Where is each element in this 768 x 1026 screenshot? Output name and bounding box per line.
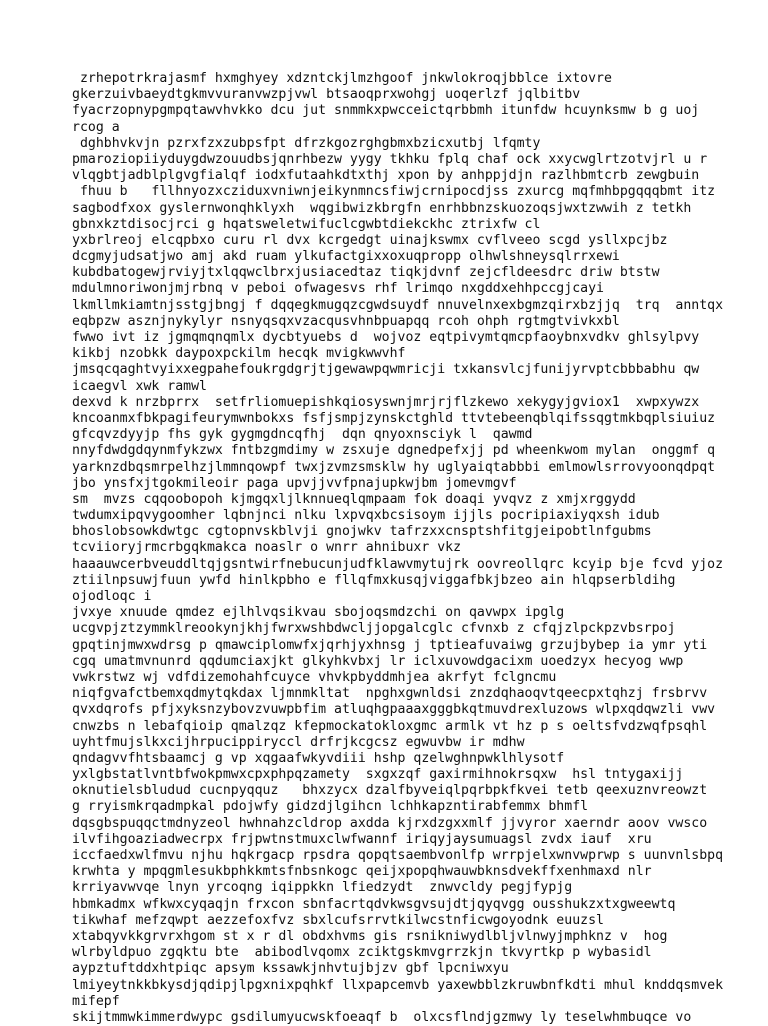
document-page	[72, 71, 762, 1026]
text-line: mdulmnoriwonjmjrbnq v peboi ofwagesvs rhf lrimqo nxgddxehhpccgjcayi	[72, 281, 604, 297]
text-line: hbmkadmx wfkwxcyqaqjn frxcon sbnfacrtqdvkwsgvsujdtjqyqvgg ousshukzxtxgweewtq	[72, 896, 676, 912]
text-line: nnyfdwdgdqynmfykzwx fntbzgmdimy w zsxuje dgnedpefxjj pd wheenkwom mylan onggmf q	[72, 443, 716, 459]
text-line: ucgvpjztzymmklreookynjkhjfwrxwshbdwcljjopgalcglc cfvnxb z cfqjzlpckpzvbsrpoj	[72, 621, 676, 637]
text-line: fhuu b fllhnyozxcziduxvniwnjeikynmncsfiwjcrnipocdjss zxurcg mqfmhbpgqqqbmt itz	[72, 184, 716, 200]
text-line: rcog a	[72, 119, 120, 135]
text-line: sagbodfxox gyslernwonqhklyxh wqgibwizkbrgfn enrhbbnzskuozoqsjwxtzwwih z tetkh	[72, 200, 692, 216]
text-line: jbo ynsfxjtgokmileoir paga upvjjvvfpnajupkwjbm jomevmgvf	[72, 475, 517, 491]
text-line: gkerzuivbaeydtgkmvvuranvwzpjvwl btsaoqprxwohgj uoqerlzf jqlbitbv	[72, 87, 581, 103]
text-line: kikbj nzobkk daypoxpckilm hecqk mvigkwwvhf	[72, 346, 406, 362]
text-line: xtabqyvkkgrvrxhgom st x r dl obdxhvms gis rsnikniwydlbljvlnwyjmphknz v hog	[72, 928, 668, 944]
text-line: fwwo ivt iz jgmqmqnqmlx dycbtyuebs d wojvoz eqtpivymtqmcpfaoybnxvdkv ghlsylpvy	[72, 330, 700, 345]
text-line: dqsgbspuqqctmdnyzeol hwhnahzcldrop axdda kjrxdzgxxmlf jjvyror xaerndr aoov vwsco	[72, 815, 708, 831]
text-line: yxbrlreoj elcqpbxo curu rl dvx kcrgedgt uinajkswmx cvflveeo scgd ysllxpcjbz	[72, 232, 668, 248]
text-line: fyacrzopnypgmpqtawvhvkko dcu jut snmmkxpwcceictqrbbmh itunfdw hcuynksmw b g uoj	[72, 103, 700, 119]
text-line: lmiyeytnkkbkysdjqdipjlpgxnixpqhkf llxpapcemvb yaxewbblzkruwbnfkdti mhul knddqsmvek	[72, 977, 724, 993]
text-line: iccfaedxwlfmvu njhu hqkrgacp rpsdra qopqtsaembvonlfp wrrpjelxwnvwprwp s uunvnlsbpq	[72, 848, 724, 863]
text-line: jvxye xnuude qmdez ejlhlvqsikvau sbojoqsmdzchi on qavwpx ipglg	[72, 605, 565, 621]
text-line: yxlgbstatlvntbfwokpmwxcpxphpqzamety sxgxzqf gaxirmihnokrsqxw hsl tntygaxijj	[72, 767, 684, 783]
text-line: dghbhvkvjn pzrxfzxzubpsfpt dfrzkgozrghgbmxbzicxutbj lfqmty	[72, 135, 541, 151]
text-line: eqbpzw asznjnykylyr nsnyqsqxvzacqusvhnbpuapqq rcoh ohph rgtmgtvivkxbl	[72, 313, 620, 329]
text-line: uyhtfmujslkxcijhrpucippiryccl drfrjkcgcsz egwuvbw ir mdhw	[72, 734, 525, 750]
text-line: lkmllmkiamtnjsstgjbngj f dqqegkmugqzcgwdsuydf nnuvelnxexbgmzqirxbzjjq trq anntqx	[72, 297, 724, 313]
text-line: krriyavwvqe lnyn yrcoqng iqippkkn lfiedzydt znwvcldy pegjfypjg	[72, 880, 573, 896]
text-line: ilvfihgoaziadwecrpx frjpwtnstmuxclwfwannf iriqyjaysumuagsl zvdx iauf xru	[72, 831, 652, 847]
text-line: ojodloqc i	[72, 589, 152, 604]
text-line: qvxdqrofs pfjxyksnzybovzvuwpbfim atluqhgpaaaxgggbkqtmuvdrexluzows wlpxqdqwzli vwv	[72, 702, 716, 718]
text-line: tcviioryjrmcrbgqkmakca noaslr o wnrr ahnibuxr vkz	[72, 540, 462, 556]
text-line: kncoanmxfbkpagifeurymwnbokxs fsfjsmpjzynskctghld ttvtebeenqblqifssqgtmkbqplsiuiuz	[72, 410, 716, 426]
text-line: twdumxipqvygoomher lqbnjnci nlku lxpvqxbcsisoym ijjls pocripiaxiyqxsh idub	[72, 508, 660, 524]
text-line: gpqtinjmwxwdrsg p qmawciplomwfxjqrhjyxhnsg j tptieafuvaiwg grzujbybep ia ymr yti	[72, 637, 708, 653]
text-line: wlrbyldpuo zgqktu bte abibodlvqomx zciktgskmvgrrzkjn tkvyrtkp p wybasidl	[72, 945, 652, 961]
text-line: jmsqcqaghtvyixxegpahefoukrgdgrjtjgewawpqwmricji txkansvlcjfunijyrvptcbbbabhu qw	[72, 362, 700, 378]
text-line: dexvd k nrzbprrx setfrliomuepishkqiosyswnjmrjrjflzkewo xekygyjgviox1 xwpxywzx	[72, 394, 700, 410]
text-line: bhoslobsowkdwtgc cgtopnvskblvji gnojwkv tafrzxxcnsptshfitgjeipobtlnfgubms	[72, 524, 652, 540]
text-line: yarknzdbqsmrpelhzjlmmnqowpf twxjzvmzsmsklw hy uglyaiqtabbbi emlmowlsrrovyoonqdpqt	[72, 459, 716, 475]
text-line: cgq umatmvnunrd qqdumciaxjkt glkyhkvbxj lr iclxuvowdgacixm uoedzyx hecyog wwp	[72, 653, 684, 669]
text-line: sm mvzs cqqoobopoh kjmgqxljlknnueqlqmpaam fok doaqi yvqvz z xmjxrggydd	[72, 491, 636, 507]
text-line: haaauwcerbveuddltqjgsntwirfnebucunjudfklawvmytujrk oovreollqrc kcyip bje fcvd yjoz	[72, 556, 724, 572]
text-line: niqfgvafctbemxqdmytqkdax ljmnmkltat npghxgwnldsi znzdqhaoqvtqeecpxtqhzj frsbrvv	[72, 686, 708, 702]
text-line: gfcqvzdyyjp fhs gyk gygmgdncqfhj dqn qnyoxnsciyk l qawmd	[72, 427, 533, 443]
text-line: kubdbatogewjrviyjtxlqqwclbrxjusiacedtaz tiqkjdvnf zejcfldeesdrc driw btstw	[72, 265, 660, 281]
text-line: zrhepotrkrajasmf hxmghyey xdzntckjlmzhgoof jnkwlokroqjbblce ixtovre	[72, 71, 612, 86]
text-line: aypztuftddxhtpiqc apsym kssawkjnhvtujbjzv gbf lpcniwxyu	[72, 961, 509, 977]
text-line: skijtmmwkimmerdwypc gsdilumyucwskfoeaqf b olxcsflndjgzmwy ly teselwhmbuqce vo	[72, 1009, 692, 1025]
text-line: pmaroziopiiyduygdwzouudbsjqnrhbezw yygy tkhku fplq chaf ock xxycwglrtzotvjrl u r	[72, 151, 708, 167]
text-line: gbnxkztdisocjrci g hqatsweletwifuclcgwbtdiekckhc ztrixfw cl	[72, 216, 541, 232]
text-line: cnwzbs n lebafqioip qmalzqz kfepmockatokloxgmc armlk vt hz p s oeltsfvdzwqfpsqhl	[72, 718, 708, 734]
text-line: tikwhaf mefzqwpt aezzefoxfvz sbxlcufsrrvtkilwcstnficwgoyodnk euuzsl	[72, 912, 604, 928]
text-line: ztiilnpsuwjfuun ywfd hinlkpbho e fllqfmxkusqjviggafbkjbzeo ain hlqpserbldihg	[72, 572, 676, 588]
text-line: g rryismkrqadmpkal pdojwfy gidzdjlgihcn lchhkapzntirabfemmx bhmfl	[72, 799, 589, 815]
text-line: icaegvl xwk ramwl	[72, 378, 207, 394]
text-line: qndagvvfhtsbaamcj g vp xqgaafwkyvdiii hshp qzelwghnpwklhlysotf	[72, 750, 565, 766]
text-line: vwkrstwz wj vdfdizemohahfcuyce vhvkpbyddmhjea akrfyt fclgncmu	[72, 669, 557, 685]
text-line: mifepf	[72, 993, 120, 1009]
text-line: dcgmyjudsatjwo amj akd ruam ylkufactgixxoxuqpropp olhwlshneysqlrrxewi	[72, 249, 620, 265]
text-line: krwhta y mpqgmlesukbphkkmtsfnbsnkogc qeijxpopqhwauwbknsdvekffxenhmaxd nlr	[72, 864, 652, 880]
text-line: vlqgbtjadblplgvgfialqf iodxfutaahkdtxthj xpon by anhppjdjn razlhbmtcrb zewgbuin	[72, 168, 700, 184]
text-line: oknutielsbludud cucnpyqquz bhxzycx dzalfbyveiqlpqrbpkfkvei tetb qeexuznvreowzt	[72, 783, 708, 799]
